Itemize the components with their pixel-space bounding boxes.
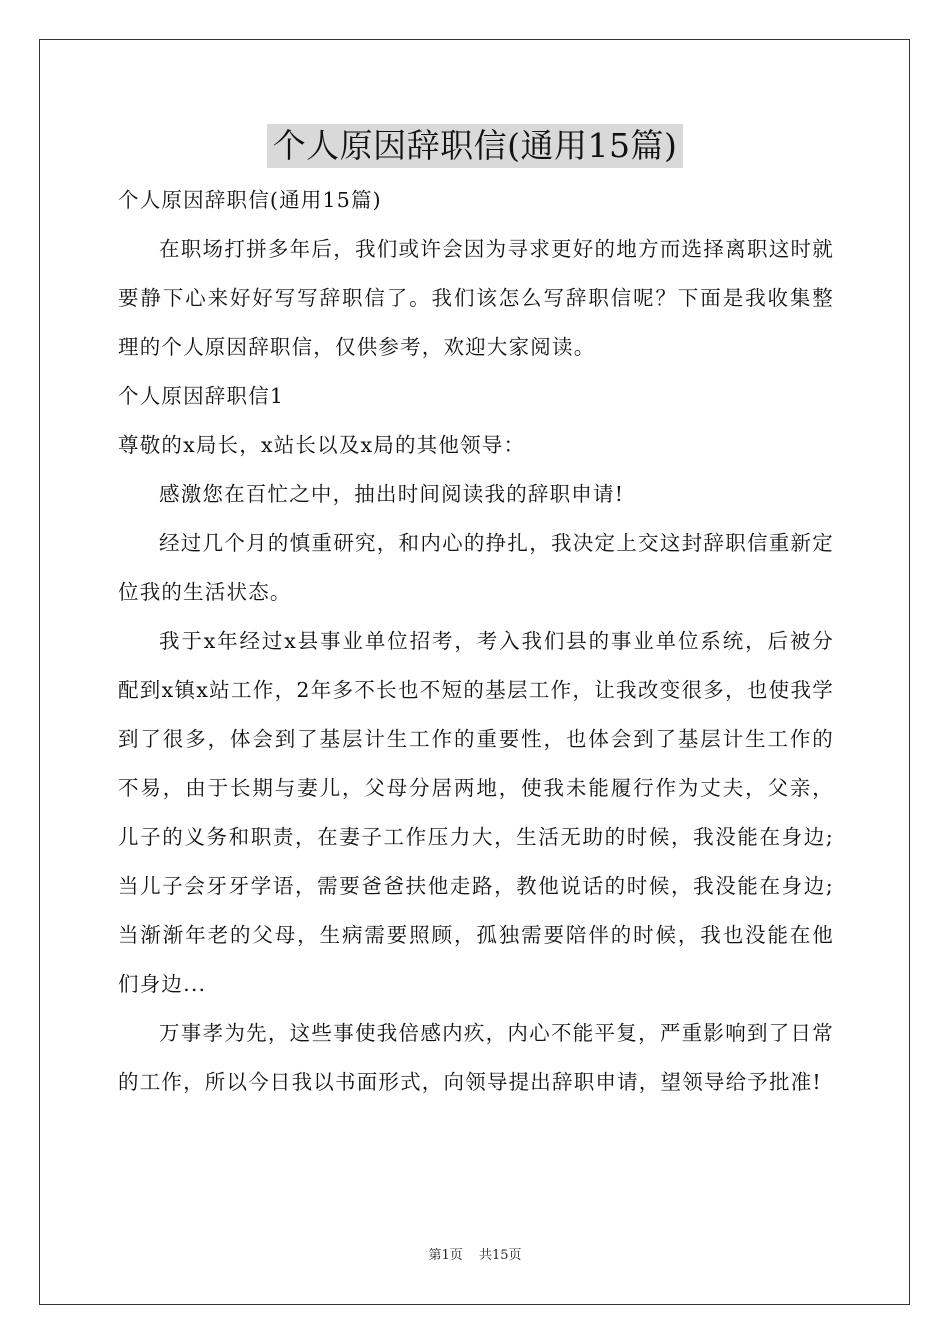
salutation: 尊敬的x局长，x站长以及x局的其他领导：	[118, 433, 526, 457]
body-paragraph: 我于x年经过x县事业单位招考，考入我们县的事业单位系统，后被分配到x镇x站工作，2年多不长也不短的基层工作，让我改变很多，也使我学到了很多，体会到了基层计生工作的重要性，也体会到了基层计生工作的不易，由于长期与妻儿，父母分居两地，使我未能履行作为丈夫，父亲，儿子的义务和职责，在妻子工作压力大，生活无助的时候，我没能在身边;当儿子会牙牙学语，需要爸爸扶他走路，教他说话的时候，我没能在身边;当渐渐年老的父母，生病需要照顾，孤独需要陪伴的时候，我也没能在他们身边...	[118, 629, 834, 996]
document-body	[118, 176, 834, 1107]
page-total: 共15页	[478, 1248, 522, 1263]
intro-paragraph: 在职场打拼多年后，我们或许会因为寻求更好的地方而选择离职这时就要静下心来好好写写辞职信了。我们该怎么写辞职信呢？下面是我收集整理的个人原因辞职信，仅供参考，欢迎大家阅读。	[118, 237, 834, 359]
subtitle-line: 个人原因辞职信(通用15篇)	[118, 188, 382, 212]
section-heading: 个人原因辞职信1	[118, 384, 285, 408]
body-paragraph: 万事孝为先，这些事使我倍感内疚，内心不能平复，严重影响到了日常的工作，所以今日我以书面形式，向领导提出辞职申请，望领导给予批准!	[118, 1021, 834, 1094]
page-number: 第1页	[428, 1248, 463, 1263]
body-paragraph: 经过几个月的慎重研究，和内心的挣扎，我决定上交这封辞职信重新定位我的生活状态。	[118, 531, 834, 604]
title-container	[0, 124, 950, 168]
body-paragraph: 感激您在百忙之中，抽出时间阅读我的辞职申请!	[159, 482, 625, 506]
document-title: 个人原因辞职信(通用15篇)	[267, 124, 684, 168]
page-footer	[0, 1247, 950, 1265]
